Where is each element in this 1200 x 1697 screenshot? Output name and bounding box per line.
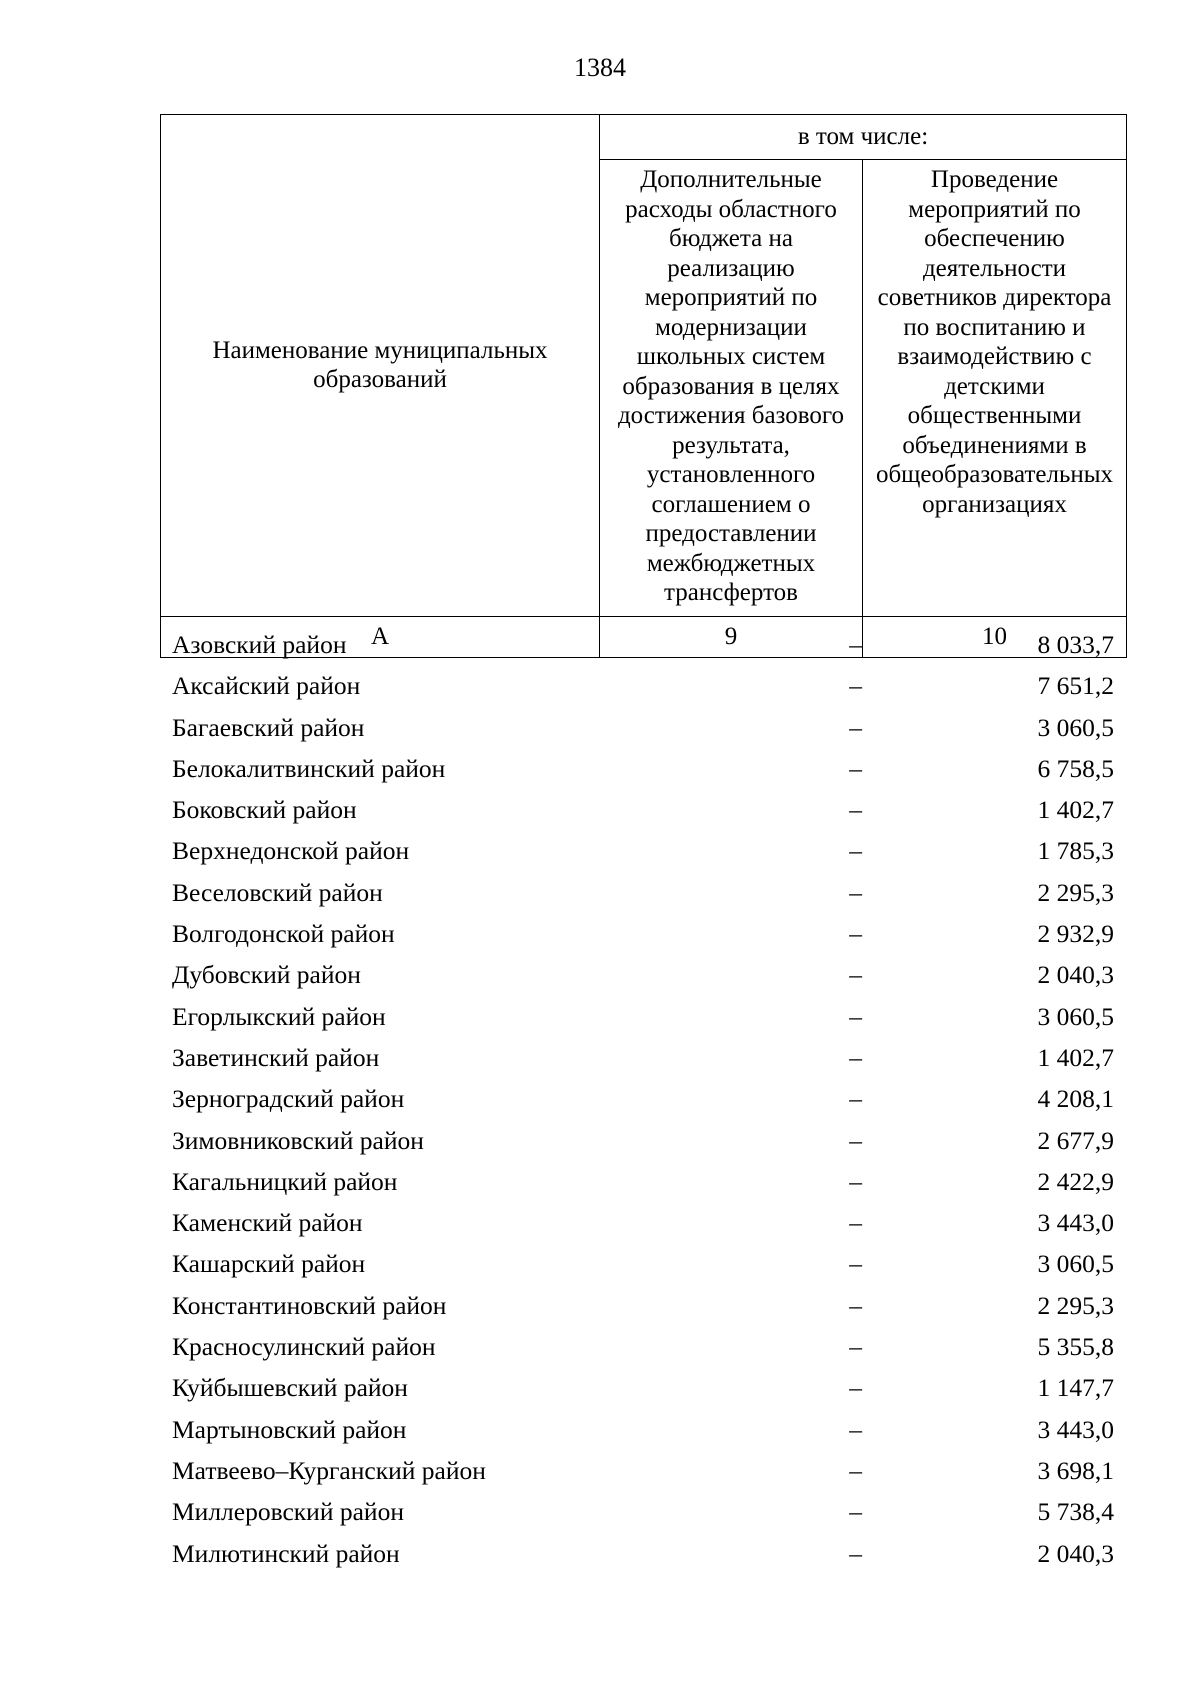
row-value-9: – <box>849 1414 862 1444</box>
row-name: Дубовский район <box>172 960 361 990</box>
row-value-10: 1 402,7 <box>1037 795 1114 825</box>
table-row <box>160 789 1126 830</box>
row-name: Зерноградский район <box>172 1084 405 1114</box>
row-value-10: 5 738,4 <box>1037 1497 1114 1527</box>
row-value-10: 2 040,3 <box>1037 960 1114 990</box>
row-name: Заветинский район <box>172 1042 380 1072</box>
row-name: Азовский район <box>172 630 347 659</box>
row-value-10: 2 932,9 <box>1037 919 1114 949</box>
row-name: Каменский район <box>172 1208 363 1238</box>
row-value-10: 6 758,5 <box>1037 753 1114 783</box>
row-value-10: 1 402,7 <box>1037 1042 1114 1072</box>
table-row <box>160 1491 1126 1532</box>
row-name: Верхнедонской район <box>172 836 410 866</box>
row-name: Милютинский район <box>172 1538 400 1568</box>
column-header-9: Дополнительные расходы областного бюджета на реализацию мероприятий по модернизации школьных систем образования в целях достижения базового результата, установленного соглашением о предоставлении межбюджетных трансфертов <box>600 160 863 617</box>
column-header-name: Наименование муниципальных образований <box>161 115 600 617</box>
row-value-10: 3 060,5 <box>1037 1249 1114 1279</box>
row-name: Волгодонской район <box>172 919 395 949</box>
row-value-10: 8 033,7 <box>1037 630 1114 659</box>
row-value-10: 3 698,1 <box>1037 1455 1114 1485</box>
row-value-9: – <box>849 1249 862 1279</box>
row-name: Аксайский район <box>172 671 361 701</box>
table-row <box>160 748 1126 789</box>
row-name: Куйбышевский район <box>172 1373 408 1403</box>
row-name: Зимовниковский район <box>172 1125 424 1155</box>
table-row <box>160 954 1126 995</box>
column-index-a: А <box>161 616 600 657</box>
row-value-9: – <box>849 1455 862 1485</box>
row-value-10: 7 651,2 <box>1037 671 1114 701</box>
row-value-9: – <box>849 836 862 866</box>
page-number: 1384 <box>574 53 626 82</box>
table-row <box>160 624 1126 665</box>
table-row <box>160 996 1126 1037</box>
row-value-9: – <box>849 960 862 990</box>
table-row <box>160 707 1126 748</box>
row-name: Боковский район <box>172 795 357 825</box>
table-row <box>160 1202 1126 1243</box>
row-value-9: – <box>849 671 862 701</box>
row-name: Мартыновский район <box>172 1414 407 1444</box>
row-value-9: – <box>849 1166 862 1196</box>
column-group-header: в том числе: <box>600 115 1127 160</box>
row-value-10: 2 677,9 <box>1037 1125 1114 1155</box>
row-value-10: 2 422,9 <box>1037 1166 1114 1196</box>
row-value-9: – <box>849 919 862 949</box>
row-value-9: – <box>849 1001 862 1031</box>
row-value-9: – <box>849 1208 862 1238</box>
row-value-10: 2 040,3 <box>1037 1538 1114 1568</box>
table-row <box>160 1243 1126 1284</box>
row-value-9: – <box>849 1290 862 1320</box>
row-value-9: – <box>849 1042 862 1072</box>
table-header <box>160 114 1127 658</box>
column-index-10: 10 <box>863 616 1127 657</box>
row-value-10: 3 060,5 <box>1037 712 1114 742</box>
table-row <box>160 1120 1126 1161</box>
row-value-9: – <box>849 1538 862 1568</box>
row-value-10: 4 208,1 <box>1037 1084 1114 1114</box>
row-value-9: – <box>849 795 862 825</box>
row-name: Красносулинский район <box>172 1332 436 1362</box>
row-value-9: – <box>849 1084 862 1114</box>
table-row <box>160 1367 1126 1408</box>
row-value-10: 2 295,3 <box>1037 877 1114 907</box>
row-name: Багаевский район <box>172 712 365 742</box>
row-name: Константиновский район <box>172 1290 447 1320</box>
row-value-10: 5 355,8 <box>1037 1332 1114 1362</box>
row-value-10: 2 295,3 <box>1037 1290 1114 1320</box>
table-body <box>160 624 1126 1574</box>
row-value-9: – <box>849 877 862 907</box>
table-row <box>160 1326 1126 1367</box>
row-name: Егорлыкский район <box>172 1001 386 1031</box>
table-row <box>160 1450 1126 1491</box>
row-value-9: – <box>849 630 862 659</box>
row-value-10: 3 060,5 <box>1037 1001 1114 1031</box>
table-row <box>160 872 1126 913</box>
column-header-10: Проведение мероприятий по обеспечению деятельности советников директора по воспитанию и взаимодействию с детскими общественными объединениями в общеобразовательных организациях <box>863 160 1127 617</box>
row-value-10: 3 443,0 <box>1037 1414 1114 1444</box>
table-row <box>160 830 1126 871</box>
table-row <box>160 665 1126 706</box>
column-index-9: 9 <box>600 616 863 657</box>
table-row <box>160 913 1126 954</box>
row-name: Кашарский район <box>172 1249 366 1279</box>
row-value-9: – <box>849 712 862 742</box>
table-row <box>160 1285 1126 1326</box>
table-row <box>160 1409 1126 1450</box>
row-name: Матвеево–Курганский район <box>172 1455 486 1485</box>
table-row <box>160 1037 1126 1078</box>
row-value-10: 1 147,7 <box>1037 1373 1114 1403</box>
row-name: Миллеровский район <box>172 1497 404 1527</box>
row-name: Белокалитвинский район <box>172 753 446 783</box>
row-name: Веселовский район <box>172 877 383 907</box>
table-row <box>160 1533 1126 1574</box>
row-value-10: 3 443,0 <box>1037 1208 1114 1238</box>
row-value-9: – <box>849 1125 862 1155</box>
row-value-9: – <box>849 1373 862 1403</box>
table-row <box>160 1161 1126 1202</box>
table-row <box>160 1078 1126 1119</box>
row-value-9: – <box>849 753 862 783</box>
row-value-9: – <box>849 1332 862 1362</box>
row-name: Кагальницкий район <box>172 1166 398 1196</box>
row-value-10: 1 785,3 <box>1037 836 1114 866</box>
row-value-9: – <box>849 1497 862 1527</box>
